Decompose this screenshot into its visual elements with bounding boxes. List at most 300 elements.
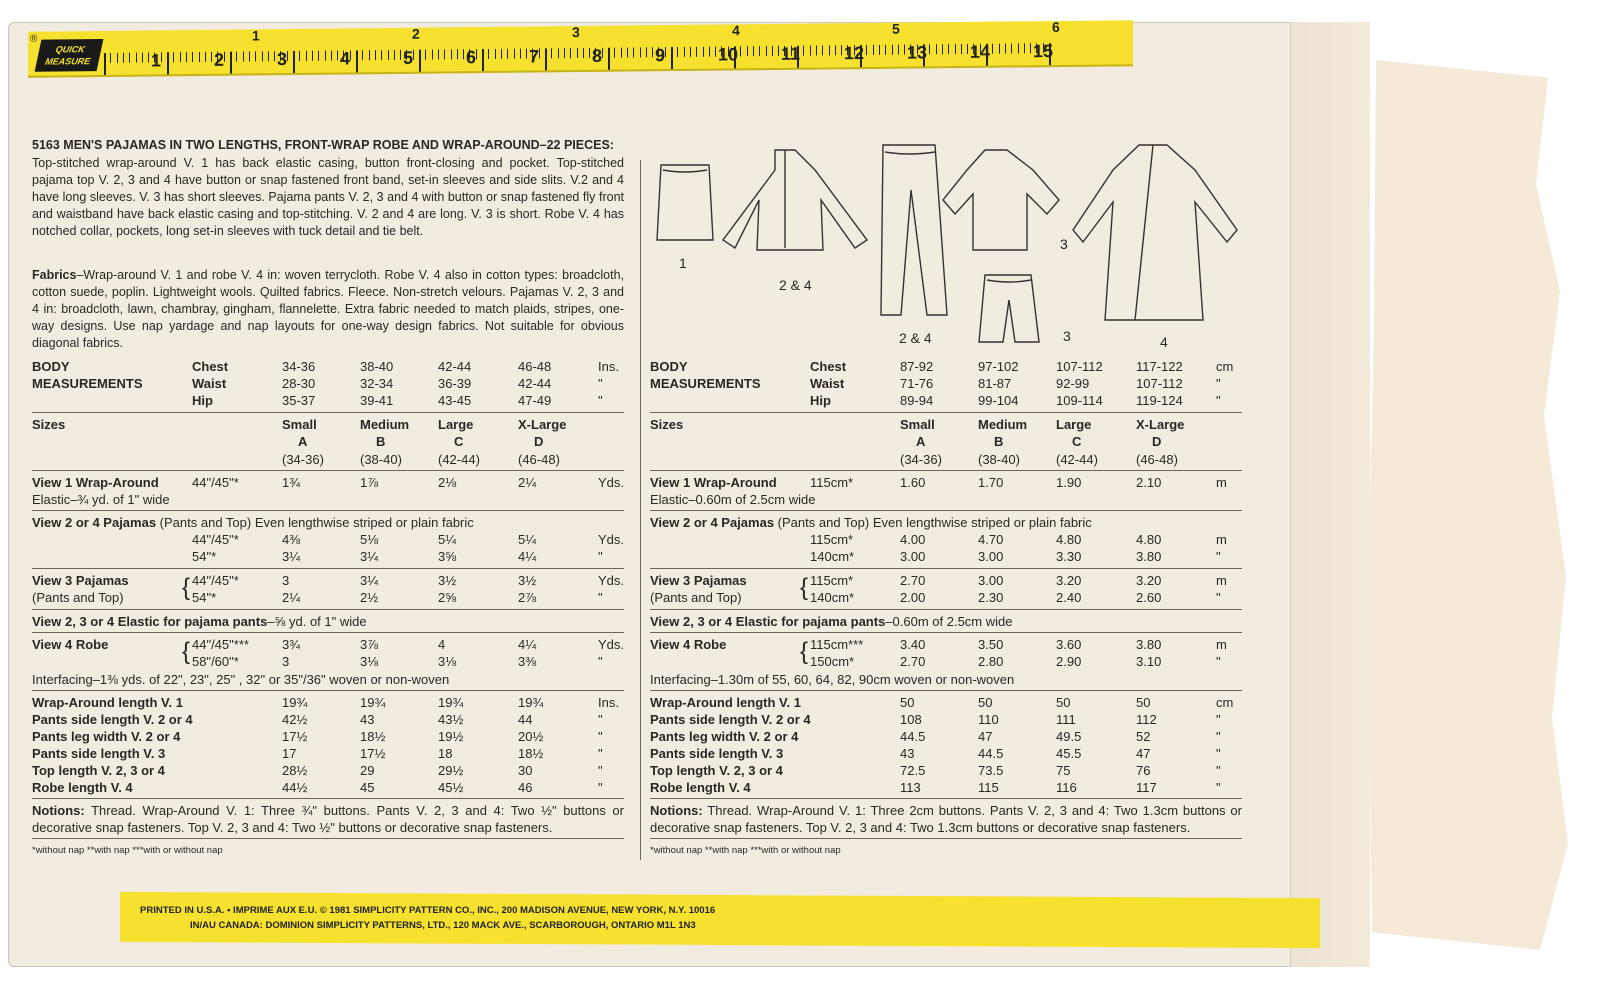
view2-label: View 2 or 4 Pajamas xyxy=(650,515,775,530)
length-label: Robe length V. 4 xyxy=(650,780,751,795)
garment-illustrations xyxy=(655,130,1255,355)
view4-value: 3⅜ xyxy=(518,654,537,669)
elastic-label: View 2, 3 or 4 Elastic for pajama pants xyxy=(650,614,886,629)
length-value: " xyxy=(598,780,603,795)
size-range: (34-36) xyxy=(900,452,942,467)
length-value: " xyxy=(598,729,603,744)
size-name: Small xyxy=(282,417,317,432)
size-letter: B xyxy=(376,434,386,449)
ruler-tick xyxy=(142,53,143,63)
view4-width: 115cm*** xyxy=(810,637,864,652)
ruler-tick xyxy=(388,50,389,60)
ruler-tick xyxy=(709,47,710,57)
measure-name: Waist xyxy=(192,376,227,391)
measurements-label: MEASUREMENTS xyxy=(650,376,761,391)
ruler-tick xyxy=(325,51,326,61)
ruler-inch-number: 4 xyxy=(732,22,740,39)
body-label: BODY xyxy=(650,359,688,374)
ruler-tick xyxy=(507,49,508,59)
length-value: 50 xyxy=(1056,695,1071,710)
ruler-tick xyxy=(369,50,370,60)
measure-value: " xyxy=(1216,376,1221,391)
ruler-tick xyxy=(822,45,823,55)
length-value: 110 xyxy=(978,712,999,727)
view2-value: 3.00 xyxy=(900,549,926,564)
ruler-tick xyxy=(1018,43,1019,53)
ruler-tick xyxy=(866,45,867,55)
pajama-pants-sketch xyxy=(881,145,947,315)
measure-value: 39-41 xyxy=(360,393,394,408)
ruler-tick xyxy=(835,45,836,55)
table-rule xyxy=(32,568,624,569)
ruler-tick xyxy=(766,46,767,56)
view3-value: 2¼ xyxy=(282,590,301,605)
view3-value: 2.40 xyxy=(1056,590,1082,605)
size-name: Medium xyxy=(360,417,410,432)
view2-value: 3¼ xyxy=(360,549,379,564)
view2-value: " xyxy=(1216,549,1221,564)
table-rule xyxy=(650,609,1242,610)
measure-value: 81-87 xyxy=(978,376,1012,391)
elastic-text: –0.60m of 2.5cm wide xyxy=(885,614,1013,629)
ruler-tick xyxy=(614,48,615,58)
ruler-tick xyxy=(268,51,269,61)
ruler-tick xyxy=(577,48,578,58)
size-letter: D xyxy=(534,434,544,449)
badge-line-2: MEASURE xyxy=(44,56,92,67)
ruler-tick xyxy=(558,48,559,58)
illus-label-4: 4 xyxy=(1160,334,1168,350)
ruler-tick xyxy=(148,53,149,63)
ruler-cm-number: 12 xyxy=(844,43,865,64)
notions-label: Notions: xyxy=(650,803,703,818)
ruler-tick xyxy=(873,45,874,55)
illus-label-1: 1 xyxy=(679,255,687,271)
ruler-tick xyxy=(589,48,590,58)
view4-value: 3.50 xyxy=(978,637,1004,652)
view3-width: 44"/45"* xyxy=(192,573,239,588)
view1-value: Yds. xyxy=(598,475,625,490)
elastic-label: View 2, 3 or 4 Elastic for pajama pants xyxy=(32,614,268,629)
ruler-tick xyxy=(136,53,137,63)
ruler-tick xyxy=(356,50,358,72)
fabrics-section xyxy=(32,267,624,352)
view1-value: 1⅞ xyxy=(360,475,379,490)
size-name: Large xyxy=(1056,417,1092,432)
length-value: 76 xyxy=(1136,763,1151,778)
column-divider xyxy=(640,160,641,860)
view4-label: View 4 Robe xyxy=(650,637,727,652)
sizes-label: Sizes xyxy=(32,417,66,432)
view2-value: 4.00 xyxy=(900,532,926,547)
view2-value: Yds. xyxy=(598,532,625,547)
view2-note: (Pants and Top) Even lengthwise striped or plain fabric xyxy=(156,515,474,530)
yardage-table-imperial xyxy=(32,358,624,858)
view1-elastic: Elastic–0.60m of 2.5cm wide xyxy=(650,492,816,507)
length-label: Wrap-Around length V. 1 xyxy=(32,695,183,710)
length-value: 29 xyxy=(360,763,375,778)
fabrics-text: –Wrap-around V. 1 and robe V. 4 in: woven terrycloth. Robe V. 4 also in cotton types: broadcloth, cotton suede, poplin. Lightweight wools. Quilted fabrics. Fleece. Non-stretch velours. Pajamas V. 2, 3 and 4 in: broadcloth, lawn, chambray, gingham, flannelette. Extra fabric needed to match plaids, stripes, one-way designs. Use nap yardage and nap layouts for one-way design fabrics. Not suitable for obvious diagonal fabrics. xyxy=(32,268,624,350)
view2-value: 4⅜ xyxy=(282,532,301,547)
ruler-tick xyxy=(1024,43,1025,53)
view4-value: 3⅛ xyxy=(360,654,379,669)
view2-value: m xyxy=(1216,532,1227,547)
view2-width: 44"/45"* xyxy=(192,532,239,547)
view2-value: 3.80 xyxy=(1136,549,1162,564)
pattern-description: Top-stitched wrap-around V. 1 has back elastic casing, button front-closing and pocket. Top-stitched pajama top V. 2, 3 and 4 have button or snap fastened front band, set-in sleeves and side slits. V.2 and 4 have long sleeves. V. 3 has short sleeves. Pajama pants V. 2, 3 and 4 with button or snap fastened fly front and waistband have back elastic casing and top-stitching. V. 2 and 4 are long. V. 3 is short. Robe V. 4 has notched collar, pockets, long set-in sleeves with tuck detail and tie belt. xyxy=(32,156,624,238)
ruler-tick xyxy=(816,46,817,56)
notions-block xyxy=(650,802,1242,836)
size-range: (38-40) xyxy=(360,452,402,467)
ruler-tick xyxy=(104,53,106,75)
ruler-tick xyxy=(640,47,641,57)
length-value: 30 xyxy=(518,763,533,778)
view4-value: 4 xyxy=(438,637,446,652)
ruler-cm-number: 13 xyxy=(907,42,928,63)
table-rule xyxy=(32,510,624,511)
view4-value: 2.90 xyxy=(1056,654,1082,669)
ruler-cm-number: 1 xyxy=(151,50,162,71)
length-value: cm xyxy=(1216,695,1234,710)
measure-value: 89-94 xyxy=(900,393,934,408)
view4-value: 3.10 xyxy=(1136,654,1162,669)
view2-value: " xyxy=(598,549,603,564)
view2-value: 3.00 xyxy=(978,549,1004,564)
length-value: 19¾ xyxy=(282,695,308,710)
length-value: 28½ xyxy=(282,763,308,778)
length-value: " xyxy=(1216,746,1221,761)
measure-value: " xyxy=(1216,393,1221,408)
ruler-tick xyxy=(1030,43,1031,53)
ruler-inch-number: 6 xyxy=(1052,18,1060,36)
ruler-cm-number: 15 xyxy=(1033,41,1054,62)
view2-value: 4.70 xyxy=(978,532,1004,547)
measure-value: 107-112 xyxy=(1136,376,1183,391)
length-value: 43 xyxy=(360,712,375,727)
ruler-inch-number: 3 xyxy=(572,24,580,41)
measure-value: 47-49 xyxy=(518,393,552,408)
view3-value: 2.00 xyxy=(900,590,926,605)
ruler-tick xyxy=(444,49,445,59)
ruler-tick xyxy=(715,47,716,57)
length-value: 112 xyxy=(1136,712,1157,727)
measure-value: 42-44 xyxy=(518,376,552,391)
length-value: 43½ xyxy=(438,712,464,727)
length-value: 113 xyxy=(900,780,921,795)
ruler-tick xyxy=(199,52,200,62)
ruler-tick xyxy=(999,44,1000,54)
ruler-cm-number: 10 xyxy=(718,44,739,65)
view1-width: 44"/45"* xyxy=(192,475,239,490)
view3-width: 115cm* xyxy=(810,573,854,588)
garment-sketches xyxy=(655,130,1255,355)
torn-flap xyxy=(1368,60,1568,950)
view3-brace: { xyxy=(182,574,191,601)
ruler-tick xyxy=(211,52,212,62)
view4-width: 44"/45"*** xyxy=(192,637,249,652)
length-value: " xyxy=(598,712,603,727)
ruler-tick xyxy=(312,51,313,61)
ruler-tick xyxy=(274,51,275,61)
measure-value: 46-48 xyxy=(518,359,552,374)
length-value: 18½ xyxy=(360,729,386,744)
ruler-track xyxy=(104,18,1125,75)
ruler-tick xyxy=(205,52,206,62)
ruler-tick xyxy=(293,51,295,73)
ruler-tick xyxy=(810,46,811,56)
sizes-label: Sizes xyxy=(650,417,684,432)
ruler-tick xyxy=(759,46,760,56)
ruler-tick xyxy=(841,45,842,55)
measure-name: Waist xyxy=(810,376,845,391)
view2-label: View 2 or 4 Pajamas xyxy=(32,515,157,530)
measure-name: Hip xyxy=(192,393,213,408)
length-value: 44.5 xyxy=(978,746,1004,761)
ruler-tick xyxy=(306,51,307,61)
view2-value: 3.30 xyxy=(1056,549,1082,564)
view3-value: 3¼ xyxy=(360,573,379,588)
view1-value: 1¾ xyxy=(282,475,301,490)
size-range: (34-36) xyxy=(282,452,324,467)
registered-mark: ® xyxy=(30,33,38,45)
ruler-tick xyxy=(117,53,118,63)
table-rule xyxy=(650,838,1242,839)
measure-name: Chest xyxy=(192,359,229,374)
ruler-tick xyxy=(646,47,647,57)
view3-value: Yds. xyxy=(598,573,625,588)
ruler-tick xyxy=(186,52,187,62)
length-label: Top length V. 2, 3 or 4 xyxy=(32,763,165,778)
ruler-tick xyxy=(948,44,949,54)
view3-value: 3.20 xyxy=(1056,573,1082,588)
size-letter: D xyxy=(1152,434,1162,449)
length-label: Wrap-Around length V. 1 xyxy=(650,695,801,710)
view3-value: 2.30 xyxy=(978,590,1004,605)
size-letter: C xyxy=(1072,434,1082,449)
ruler-tick xyxy=(243,52,244,62)
measure-value: 87-92 xyxy=(900,359,934,374)
ruler-tick xyxy=(829,45,830,55)
ruler-tick xyxy=(425,50,426,60)
view4-value: " xyxy=(1216,654,1221,669)
ruler-tick xyxy=(545,48,547,70)
ruler-tick xyxy=(1011,43,1012,53)
ruler-inch-number: 2 xyxy=(412,25,420,42)
ruler-cm-number: 8 xyxy=(592,45,603,66)
ruler-tick xyxy=(621,48,622,58)
ruler-tick xyxy=(180,52,181,62)
view4-value: 2.70 xyxy=(900,654,926,669)
measure-value: 32-34 xyxy=(360,376,394,391)
table-rule xyxy=(32,838,624,839)
elastic-line xyxy=(32,613,367,630)
yardage-table-metric xyxy=(650,358,1242,858)
length-value: 45 xyxy=(360,780,375,795)
table-rule xyxy=(32,690,624,691)
view3-width: 140cm* xyxy=(810,590,855,605)
quick-measure-badge xyxy=(35,39,104,72)
length-value: 17½ xyxy=(360,746,386,761)
measure-value: 43-45 xyxy=(438,393,472,408)
view1-width: 115cm* xyxy=(810,475,854,490)
ruler-tick xyxy=(249,51,250,61)
ruler-tick xyxy=(652,47,653,57)
ruler-tick xyxy=(740,46,741,56)
measure-value: 34-36 xyxy=(282,359,316,374)
size-letter: B xyxy=(994,434,1004,449)
size-letter: A xyxy=(298,434,308,449)
view3-value: 3.20 xyxy=(1136,573,1162,588)
size-name: X-Large xyxy=(518,417,567,432)
size-range: (42-44) xyxy=(438,452,480,467)
measure-value: 92-99 xyxy=(1056,376,1090,391)
length-value: 42½ xyxy=(282,712,308,727)
ruler-cm-number: 3 xyxy=(277,49,288,70)
pattern-title: 5163 MEN'S PAJAMAS IN TWO LENGTHS, FRONT-WRAP ROBE AND WRAP-AROUND–22 PIECES: xyxy=(32,138,614,152)
table-rule xyxy=(650,632,1242,633)
view3-value: 3½ xyxy=(518,573,537,588)
view4-width: 58"/60"* xyxy=(192,654,239,669)
size-letter: A xyxy=(916,434,926,449)
size-range: (46-48) xyxy=(1136,452,1178,467)
view4-value: m xyxy=(1216,637,1227,652)
measure-value: " xyxy=(598,393,603,408)
footnote: *without nap **with nap ***with or without nap xyxy=(32,845,223,856)
view4-value: 3⅛ xyxy=(438,654,457,669)
length-value: 45.5 xyxy=(1056,746,1082,761)
length-value: 47 xyxy=(978,729,993,744)
length-label: Top length V. 2, 3 or 4 xyxy=(650,763,783,778)
illus-label-2-4-top: 2 & 4 xyxy=(779,277,812,293)
view4-width: 150cm* xyxy=(810,654,855,669)
length-value: 73.5 xyxy=(978,763,1004,778)
length-value: 45½ xyxy=(438,780,464,795)
robe-sketch xyxy=(1073,145,1237,320)
view1-elastic: Elastic–¾ yd. of 1" wide xyxy=(32,492,170,507)
ruler-tick xyxy=(608,48,610,70)
ruler-tick xyxy=(400,50,401,60)
ruler-tick xyxy=(375,50,376,60)
illus-label-2-4-pants: 2 & 4 xyxy=(899,330,932,346)
length-value: 75 xyxy=(1056,763,1071,778)
ruler-tick xyxy=(570,48,571,58)
length-label: Pants leg width V. 2 or 4 xyxy=(32,729,181,744)
illus-label-3-shorts: 3 xyxy=(1063,328,1071,344)
ruler-inch-number: 1 xyxy=(252,27,260,44)
ruler-tick xyxy=(299,51,300,61)
table-rule xyxy=(650,690,1242,691)
size-range: (46-48) xyxy=(518,452,560,467)
ruler-tick xyxy=(992,44,993,54)
length-value: 115 xyxy=(978,780,999,795)
length-value: 72.5 xyxy=(900,763,926,778)
view4-value: 3.40 xyxy=(900,637,926,652)
ruler-tick xyxy=(892,45,893,55)
fabrics-label: Fabrics xyxy=(32,268,77,282)
length-value: " xyxy=(598,746,603,761)
ruler-tick xyxy=(331,51,332,61)
ruler-tick xyxy=(671,47,673,69)
footer-line-2: IN/AU CANADA: DOMINION SIMPLICITY PATTERNS, LTD., 120 MACK AVE., SCARBOROUGH, ONTARIO M1L 1N3 xyxy=(190,920,696,931)
measure-value: 107-112 xyxy=(1056,359,1103,374)
ruler-tick xyxy=(526,49,527,59)
view2-value: 3⅝ xyxy=(438,549,457,564)
ruler-tick xyxy=(129,53,130,63)
measure-value: 109-114 xyxy=(1056,393,1103,408)
measure-value: 119-124 xyxy=(1136,393,1183,408)
view2-width: 115cm* xyxy=(810,532,854,547)
measure-value: 35-37 xyxy=(282,393,316,408)
view3-value: 2⅞ xyxy=(518,590,537,605)
ruler-tick xyxy=(451,49,452,59)
ruler-cm-number: 5 xyxy=(403,47,414,68)
view2-value: 5⅛ xyxy=(360,532,379,547)
ruler-cm-number: 2 xyxy=(214,49,225,70)
ruler-tick xyxy=(337,51,338,61)
length-value: 50 xyxy=(978,695,993,710)
length-value: 50 xyxy=(900,695,915,710)
measure-name: Hip xyxy=(810,393,831,408)
ruler-tick xyxy=(551,48,552,58)
ruler-tick xyxy=(236,52,237,62)
length-label: Pants side length V. 3 xyxy=(32,746,166,761)
length-value: " xyxy=(598,763,603,778)
view1-value: 1.70 xyxy=(978,475,1004,490)
ruler-tick xyxy=(627,48,628,58)
view2-width: 140cm* xyxy=(810,549,855,564)
length-value: 43 xyxy=(900,746,915,761)
envelope-flap xyxy=(1290,22,1370,967)
view3-sub: (Pants and Top) xyxy=(650,590,742,605)
view3-sub: (Pants and Top) xyxy=(32,590,124,605)
length-value: " xyxy=(1216,780,1221,795)
view4-value: 2.80 xyxy=(978,654,1004,669)
table-rule xyxy=(650,568,1242,569)
view3-value: m xyxy=(1216,573,1227,588)
view4-value: Yds. xyxy=(598,637,625,652)
length-value: 44.5 xyxy=(900,729,926,744)
ruler-tick xyxy=(394,50,395,60)
view4-value: 3¾ xyxy=(282,637,301,652)
view3-brace: { xyxy=(800,574,809,601)
interfacing-text: Interfacing–1.30m of 55, 60, 64, 82, 90cm woven or non-woven xyxy=(650,672,1015,687)
short-top-sketch xyxy=(943,150,1059,250)
ruler-tick xyxy=(778,46,779,56)
measure-value: 42-44 xyxy=(438,359,472,374)
length-value: 17 xyxy=(282,746,297,761)
view4-value: 4¼ xyxy=(518,637,537,652)
ruler-tick xyxy=(262,51,263,61)
measure-value: Ins. xyxy=(598,359,619,374)
ruler-tick xyxy=(167,52,169,74)
ruler-tick xyxy=(936,44,937,54)
length-value: 111 xyxy=(1056,712,1076,727)
ruler-inch-number: 5 xyxy=(892,20,900,37)
view2-value: 4.80 xyxy=(1136,532,1162,547)
ruler-cm-number: 11 xyxy=(781,43,801,64)
elastic-text: –⅝ yd. of 1" wide xyxy=(267,614,367,629)
length-value: 19½ xyxy=(438,729,464,744)
shorts-sketch xyxy=(979,275,1039,342)
size-name: Large xyxy=(438,417,474,432)
ruler-tick xyxy=(463,49,464,59)
body-label: BODY xyxy=(32,359,70,374)
view3-label: View 3 Pajamas xyxy=(650,573,747,588)
ruler-tick xyxy=(495,49,496,59)
view3-value: 3.00 xyxy=(978,573,1004,588)
measure-name: Chest xyxy=(810,359,847,374)
view1-label: View 1 Wrap-Around xyxy=(32,475,159,490)
